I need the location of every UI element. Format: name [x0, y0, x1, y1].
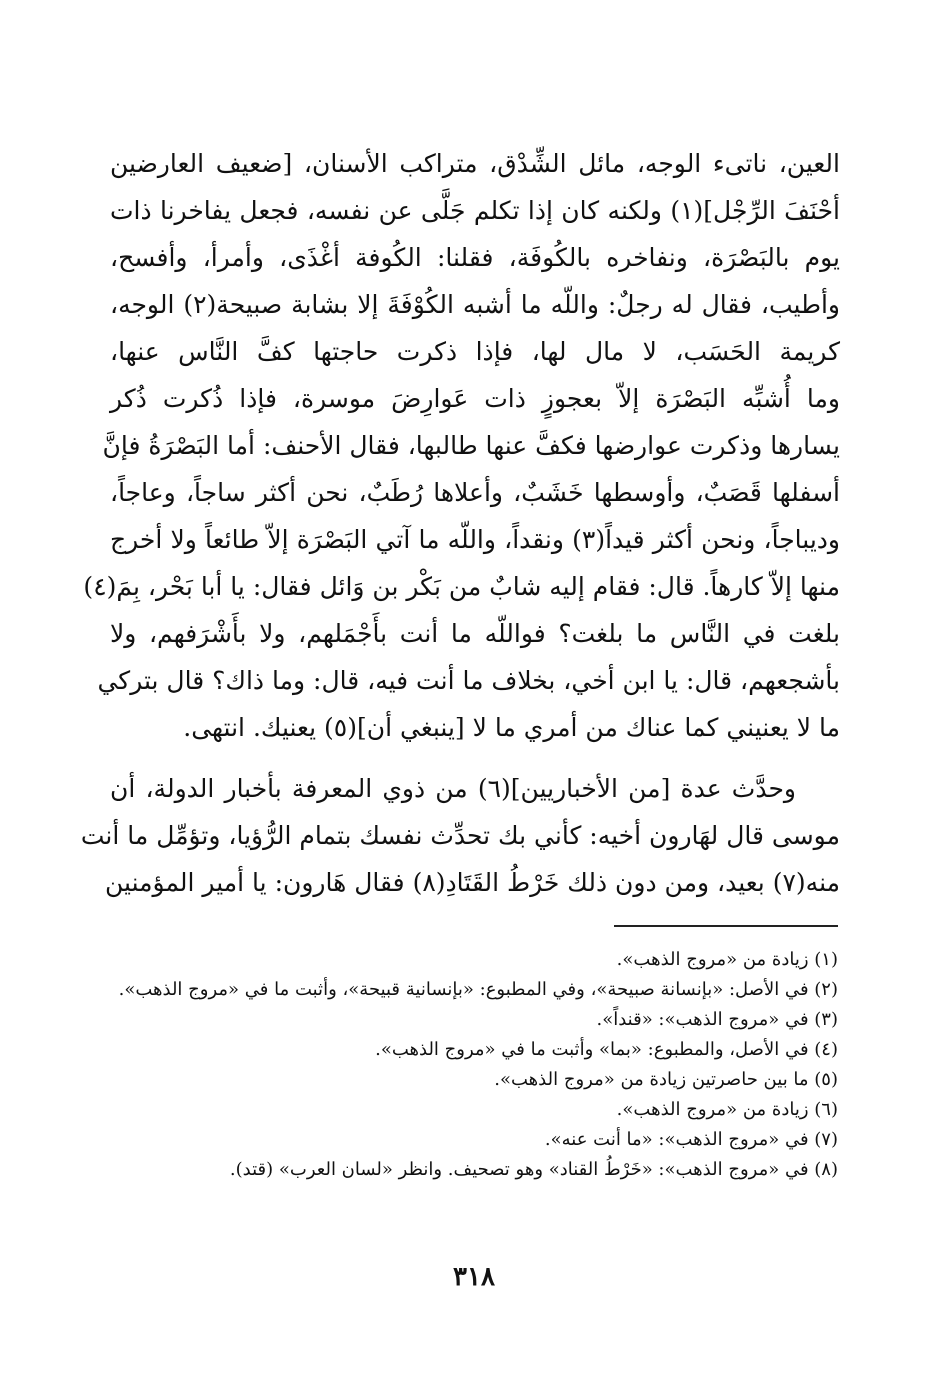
footnote: (٦) زيادة من «مروج الذهب». [616, 1099, 838, 1120]
text-line: العين، ناتىء الوجه، مائل الشِّدْق، متراكب الأسنان، [ضعيف العارضين [110, 149, 840, 178]
text-line: منه(٧) بعيد، ومن دون ذلك خَرْطُ القَتَادِ(٨) فقال هَارون: يا أمير المؤمنين [105, 868, 840, 897]
text-line: أسفلها قَصَبٌ، وأوسطها خَشَبٌ، وأعلاها رُطَبٌ، نحن أكثر ساجاً، وعاجاً، [110, 478, 840, 507]
footnote: (٧) في «مروج الذهب»: «ما أنت عنه». [544, 1129, 838, 1150]
footnote: (٣) في «مروج الذهب»: «قنداً». [596, 1009, 838, 1030]
text-line: بلغت في النَّاس ما بلغت؟ فواللّه ما أنت بأَجْمَلهم، ولا بأَشْرَفهم، ولا [110, 619, 840, 648]
footnote: (٤) في الأصل، والمطبوع: «بما» وأثبت ما في «مروج الذهب». [375, 1039, 838, 1060]
text-line: وديباجاً، ونحن أكثر قيداً(٣) ونقداً، واللّه ما آتي البَصْرَة إلاّ طائعاً ولا أخرج [110, 525, 840, 554]
text-line: يسارها وذكرت عوارضها فكفَّ عنها طالبها، فقال الأحنف: أما البَصْرَةُ فإنَّ [102, 431, 840, 460]
text-line: بأشجعهم، قال: يا ابن أخي، بخلاف ما أنت فيه، قال: وما ذاك؟ قال بتركي [97, 666, 840, 695]
text-line: موسى قال لهَارون أخيه: كأني بك تحدِّث نفسك بتمام الرُّؤيا، وتؤمِّل ما أنت [80, 821, 840, 850]
main-text-body [80, 140, 840, 906]
footnote: (٨) في «مروج الذهب»: «خَرْطُ القناد» وهو تصحيف. وانظر «لسان العرب» (قتد). [229, 1159, 838, 1180]
footnote: (٢) في الأصل: «بإنسانة صبيحة»، وفي المطبوع: «بإنسانية قبيحة»، وأثبت ما في «مروج الذهب». [118, 979, 838, 1000]
text-line: وحدَّث عدة [من الأخباريين](٦) من ذوي المعرفة بأخبار الدولة، أن [110, 774, 796, 803]
page-number: ٣١٨ [453, 1262, 495, 1292]
text-line: أحْنَفَ الرِّجْل](١) ولكنه كان إذا تكلم جَلَّى عن نفسه، فجعل يفاخرنا ذات [110, 196, 840, 225]
text-line: كريمة الحَسَب، لا مال لها، فإذا ذكرت حاجتها كفَّ النَّاس عنها، [110, 337, 840, 366]
text-line: يوم بالبَصْرَة، ونفاخره بالكُوفَة، فقلنا: الكُوفة أغْذَى، وأمرأ، وأفسح، [110, 243, 840, 272]
footnote-separator [614, 925, 838, 927]
text-line: وأطيب، فقال له رجلٌ: واللّه ما أشبه الكُوْفَةَ إلا بشابة صبيحة(٢) الوجه، [110, 290, 840, 319]
footnote: (١) زيادة من «مروج الذهب». [616, 949, 838, 970]
footnote: (٥) ما بين حاصرتين زيادة من «مروج الذهب». [494, 1069, 838, 1090]
footnotes [110, 945, 838, 1185]
text-line: ما لا يعنيني كما عناك من أمري ما لا [ينبغي أن](٥) يعنيك. انتهى. [183, 713, 840, 742]
paragraph-gap [110, 751, 840, 765]
text-line: منها إلاّ كارهاً. قال: فقام إليه شابٌ من بَكْر بن وَائل فقال: يا أبا بَحْر، بِمَ(٤) [83, 572, 840, 601]
text-line: وما أُشبِّه البَصْرَة إلاّ بعجوزٍ ذات عَوارِضَ موسرة، فإذا ذُكرت ذُكر [110, 384, 840, 413]
